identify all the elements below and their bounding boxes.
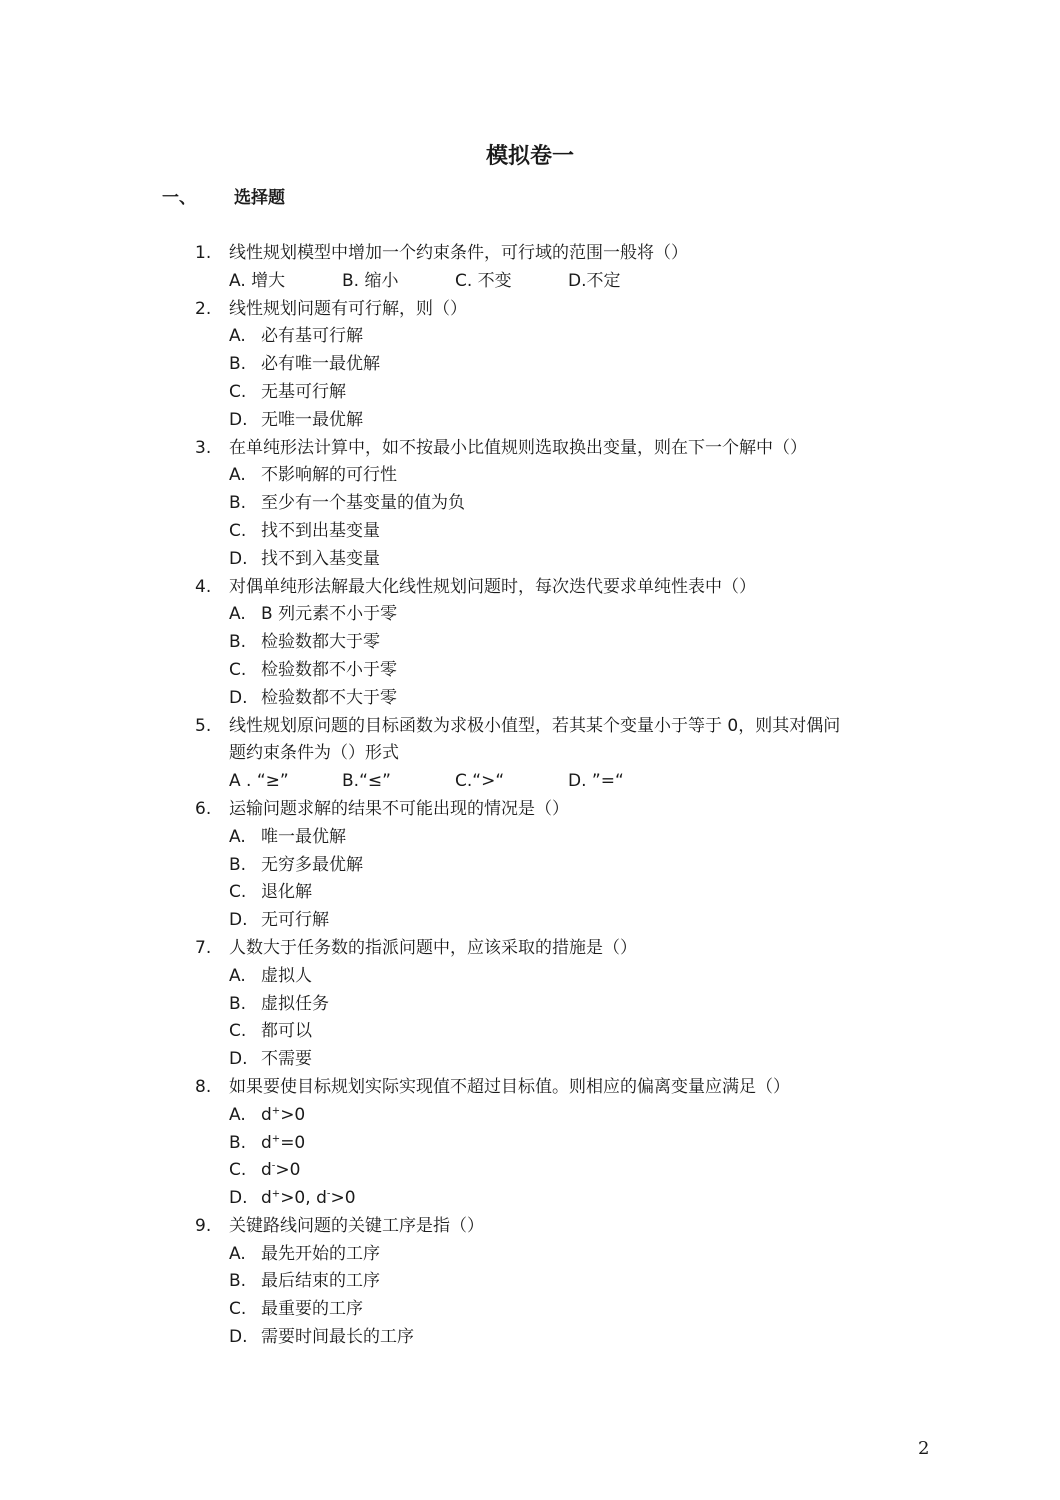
question-text-line: 关键路线问题的关键工序是指（） [229, 1215, 484, 1236]
option-label: C. [229, 1021, 247, 1042]
option [195, 1018, 915, 1046]
option: D.不定 [568, 270, 621, 291]
question-number: 8. [195, 1076, 212, 1097]
option-text: 无基可行解 [261, 381, 346, 402]
option-text: 无可行解 [261, 910, 329, 931]
option [195, 629, 915, 657]
option-text: 无穷多最优解 [261, 854, 363, 875]
option [195, 407, 915, 435]
question-text [195, 296, 915, 324]
option-label: A. [229, 604, 246, 625]
question-text [195, 796, 915, 824]
question-text-line: 线性规划问题有可行解，则（） [229, 298, 467, 319]
question-list [195, 240, 915, 1352]
question-1 [195, 240, 915, 296]
section-title: 选择题 [234, 188, 285, 208]
superscript: - [326, 1188, 331, 1200]
option-label: C. [229, 659, 247, 680]
option-text: 虚拟任务 [261, 993, 329, 1014]
superscript: + [271, 1132, 281, 1144]
question-number: 2. [195, 298, 212, 319]
superscript: - [271, 1160, 276, 1172]
option-label: B. [229, 354, 247, 375]
option-text: 检验数都大于零 [261, 632, 380, 653]
option-text: 必有基可行解 [261, 326, 363, 347]
option-label: C. [229, 1299, 247, 1320]
option [195, 1102, 915, 1130]
question-text [195, 574, 915, 602]
variable-d: d [261, 1104, 272, 1125]
option-text: 检验数都不小于零 [261, 659, 397, 680]
option-text: 唯一最优解 [261, 826, 346, 847]
option-text: 退化解 [261, 882, 312, 903]
option-label: D. [229, 1049, 248, 1070]
question-text-line: 运输问题求解的结果不可能出现的情况是（） [229, 798, 569, 819]
option [195, 379, 915, 407]
option [195, 490, 915, 518]
option [195, 879, 915, 907]
question-9 [195, 1213, 915, 1352]
option-label: C. [229, 882, 247, 903]
option-text: 需要时间最长的工序 [261, 1327, 414, 1348]
option [195, 1130, 915, 1158]
option-label: D. [229, 1327, 248, 1348]
option-label: C. [229, 381, 247, 402]
option-label: B. [229, 1271, 247, 1292]
option-label: A. [229, 1104, 246, 1125]
condition: >0, [280, 1188, 311, 1209]
option [195, 907, 915, 935]
question-text-line: 在单纯形法计算中，如不按最小比值规则选取换出变量，则在下一个解中（） [229, 437, 807, 458]
condition: >0 [280, 1104, 306, 1125]
option-label: C. [229, 520, 247, 541]
option: C.“>“ [455, 771, 505, 792]
question-text-line: 对偶单纯形法解最大化线性规划问题时，每次迭代要求单纯性表中（） [229, 576, 756, 597]
variable-d: d [261, 1160, 272, 1181]
question-number: 5. [195, 715, 212, 736]
variable-d: d [316, 1188, 327, 1209]
option-text: 最后结束的工序 [261, 1271, 380, 1292]
option-label: B. [229, 493, 247, 514]
question-6 [195, 796, 915, 935]
inline-options [195, 268, 915, 296]
option-text: 最先开始的工序 [261, 1243, 380, 1264]
question-3 [195, 435, 915, 574]
question-4 [195, 574, 915, 713]
option-text: 至少有一个基变量的值为负 [261, 493, 465, 514]
option-label: B. [229, 854, 247, 875]
inline-options [195, 768, 915, 796]
question-number: 4. [195, 576, 212, 597]
option-label: A. [229, 465, 246, 486]
option: B. 缩小 [342, 270, 399, 291]
option-text: 找不到出基变量 [261, 520, 380, 541]
option-label: D. [229, 548, 248, 569]
option [195, 1296, 915, 1324]
option-text: B 列元素不小于零 [261, 604, 398, 625]
option-label: D. [229, 1188, 248, 1209]
question-2 [195, 296, 915, 435]
option [195, 1241, 915, 1269]
option [195, 1324, 915, 1352]
question-text [195, 935, 915, 963]
option [195, 601, 915, 629]
option-text: 虚拟人 [261, 965, 312, 986]
question-7 [195, 935, 915, 1074]
option-text: 检验数都不大于零 [261, 687, 397, 708]
condition: >0 [330, 1188, 356, 1209]
option [195, 1157, 915, 1185]
option [195, 1046, 915, 1074]
question-text [195, 740, 915, 768]
question-text-line: 线性规划原问题的目标函数为求极小值型，若其某个变量小于等于 0，则其对偶问 [229, 715, 841, 736]
option [195, 462, 915, 490]
option-label: A. [229, 826, 246, 847]
option-text: 找不到入基变量 [261, 548, 380, 569]
option-label: B. [229, 993, 247, 1014]
option [195, 824, 915, 852]
option-text: 最重要的工序 [261, 1299, 363, 1320]
option-label: B. [229, 1132, 247, 1153]
section-heading [162, 186, 285, 210]
question-text [195, 713, 915, 741]
option-label: D. [229, 687, 248, 708]
question-text-line: 线性规划模型中增加一个约束条件，可行域的范围一般将（） [229, 243, 688, 263]
question-number: 7. [195, 937, 212, 958]
question-text-line: 题约束条件为（）形式 [229, 743, 399, 764]
option-text: 不影响解的可行性 [261, 465, 397, 486]
option [195, 546, 915, 574]
option [195, 323, 915, 351]
superscript: + [271, 1105, 281, 1117]
option [195, 685, 915, 713]
condition: >0 [275, 1160, 301, 1181]
option-label: A. [229, 326, 246, 347]
option-label: C. [229, 1160, 247, 1181]
option: C. 不变 [455, 270, 512, 291]
variable-d: d [261, 1188, 272, 1209]
question-number: 3. [195, 437, 212, 458]
condition: =0 [280, 1132, 306, 1153]
option: D. ”=“ [568, 771, 624, 792]
option: B.“≤” [342, 771, 391, 792]
option-label: A. [229, 1243, 246, 1264]
question-number: 9. [195, 1215, 212, 1236]
option: A. 增大 [229, 270, 286, 291]
option-text: 都可以 [261, 1021, 312, 1042]
option-label: D. [229, 409, 248, 430]
option [195, 518, 915, 546]
option-text: 不需要 [261, 1049, 312, 1070]
option-text: 无唯一最优解 [261, 409, 363, 430]
option [195, 991, 915, 1019]
option-label: B. [229, 632, 247, 653]
question-8 [195, 1074, 915, 1213]
question-text [195, 1074, 915, 1102]
option [195, 1185, 915, 1213]
variable-d: d [261, 1132, 272, 1153]
option [195, 351, 915, 379]
document-title: 模拟卷一 [485, 144, 574, 169]
option [195, 1268, 915, 1296]
question-text [195, 435, 915, 463]
question-text [195, 1213, 915, 1241]
option-text: 必有唯一最优解 [261, 354, 380, 375]
option [195, 852, 915, 880]
option-label: A. [229, 965, 246, 986]
page-number: 2 [918, 1438, 930, 1459]
question-5 [195, 713, 915, 796]
option [195, 963, 915, 991]
option: A . “≥” [229, 771, 289, 792]
question-number: 6. [195, 798, 212, 819]
option-label: D. [229, 910, 248, 931]
question-text-line: 人数大于任务数的指派问题中，应该采取的措施是（） [229, 937, 637, 958]
question-text-line: 如果要使目标规划实际实现值不超过目标值。则相应的偏离变量应满足（） [229, 1076, 790, 1097]
question-number: 1. [195, 243, 212, 263]
section-number: 一、 [162, 188, 196, 208]
superscript: + [271, 1188, 281, 1200]
option [195, 657, 915, 685]
question-text [195, 240, 915, 268]
